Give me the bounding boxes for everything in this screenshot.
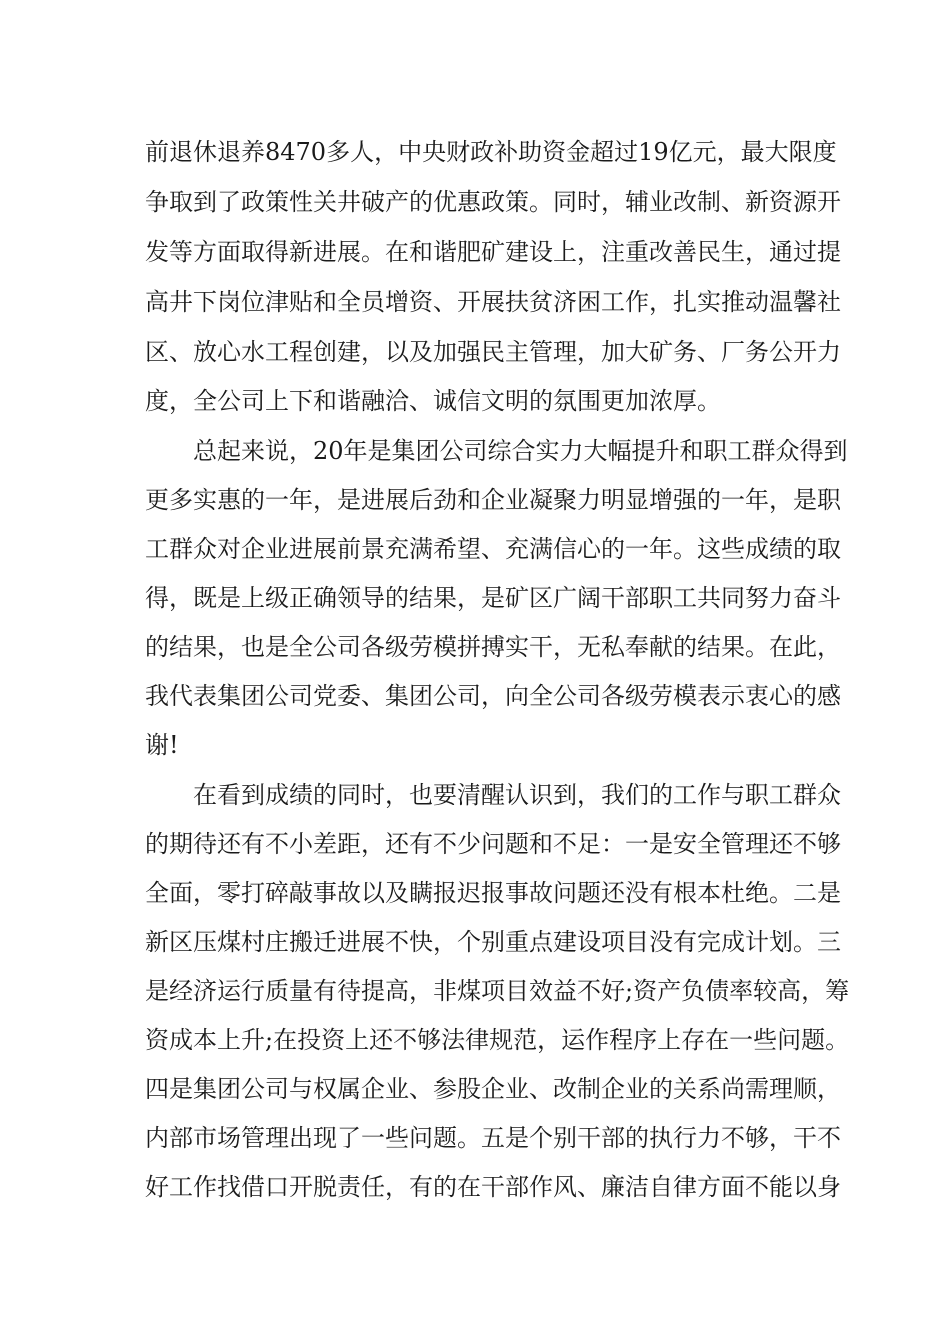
text-line: 谢! bbox=[145, 731, 179, 759]
paragraph-first-line: 总起来说，20年是集团公司综合实力大幅提升和职工群众得到 bbox=[193, 437, 848, 465]
text-line: 度，全公司上下和谐融洽、诚信文明的氛围更加浓厚。 bbox=[145, 387, 721, 415]
text-line: 好工作找借口开脱责任，有的在干部作风、廉洁自律方面不能以身 bbox=[145, 1173, 841, 1201]
text-line: 是经济运行质量有待提高，非煤项目效益不好;资产负债率较高，筹 bbox=[145, 977, 850, 1005]
text-line: 全面，零打碎敲事故以及瞒报迟报事故问题还没有根本杜绝。二是 bbox=[145, 879, 841, 907]
text-line: 新区压煤村庄搬迁进展不快，个别重点建设项目没有完成计划。三 bbox=[145, 928, 841, 956]
paragraph-first-line: 在看到成绩的同时，也要清醒认识到，我们的工作与职工群众 bbox=[193, 781, 841, 809]
text-line: 的结果，也是全公司各级劳模拼搏实干，无私奉献的结果。在此， bbox=[145, 633, 841, 661]
text-line: 争取到了政策性关井破产的优惠政策。同时，辅业改制、新资源开 bbox=[145, 188, 841, 216]
text-line: 工群众对企业进展前景充满希望、充满信心的一年。这些成绩的取 bbox=[145, 535, 841, 563]
text-line: 得，既是上级正确领导的结果，是矿区广阔干部职工共同努力奋斗 bbox=[145, 584, 841, 612]
text-line: 的期待还有不小差距，还有不少问题和不足：一是安全管理还不够 bbox=[145, 830, 841, 858]
text-line: 四是集团公司与权属企业、参股企业、改制企业的关系尚需理顺， bbox=[145, 1075, 841, 1103]
text-line: 内部市场管理出现了一些问题。五是个别干部的执行力不够，干不 bbox=[145, 1124, 841, 1152]
text-line: 区、放心水工程创建，以及加强民主管理，加大矿务、厂务公开力 bbox=[145, 338, 841, 366]
text-line: 我代表集团公司党委、集团公司，向全公司各级劳模表示衷心的感 bbox=[145, 682, 841, 710]
text-line: 更多实惠的一年，是进展后劲和企业凝聚力明显增强的一年，是职 bbox=[145, 486, 841, 514]
text-line: 高井下岗位津贴和全员增资、开展扶贫济困工作，扎实推动温馨社 bbox=[145, 288, 841, 316]
text-line: 前退休退养8470多人，中央财政补助资金超过19亿元，最大限度 bbox=[145, 138, 837, 166]
text-line: 发等方面取得新进展。在和谐肥矿建设上，注重改善民生，通过提 bbox=[145, 238, 841, 266]
text-line: 资成本上升;在投资上还不够法律规范，运作程序上存在一些问题。 bbox=[145, 1026, 850, 1054]
